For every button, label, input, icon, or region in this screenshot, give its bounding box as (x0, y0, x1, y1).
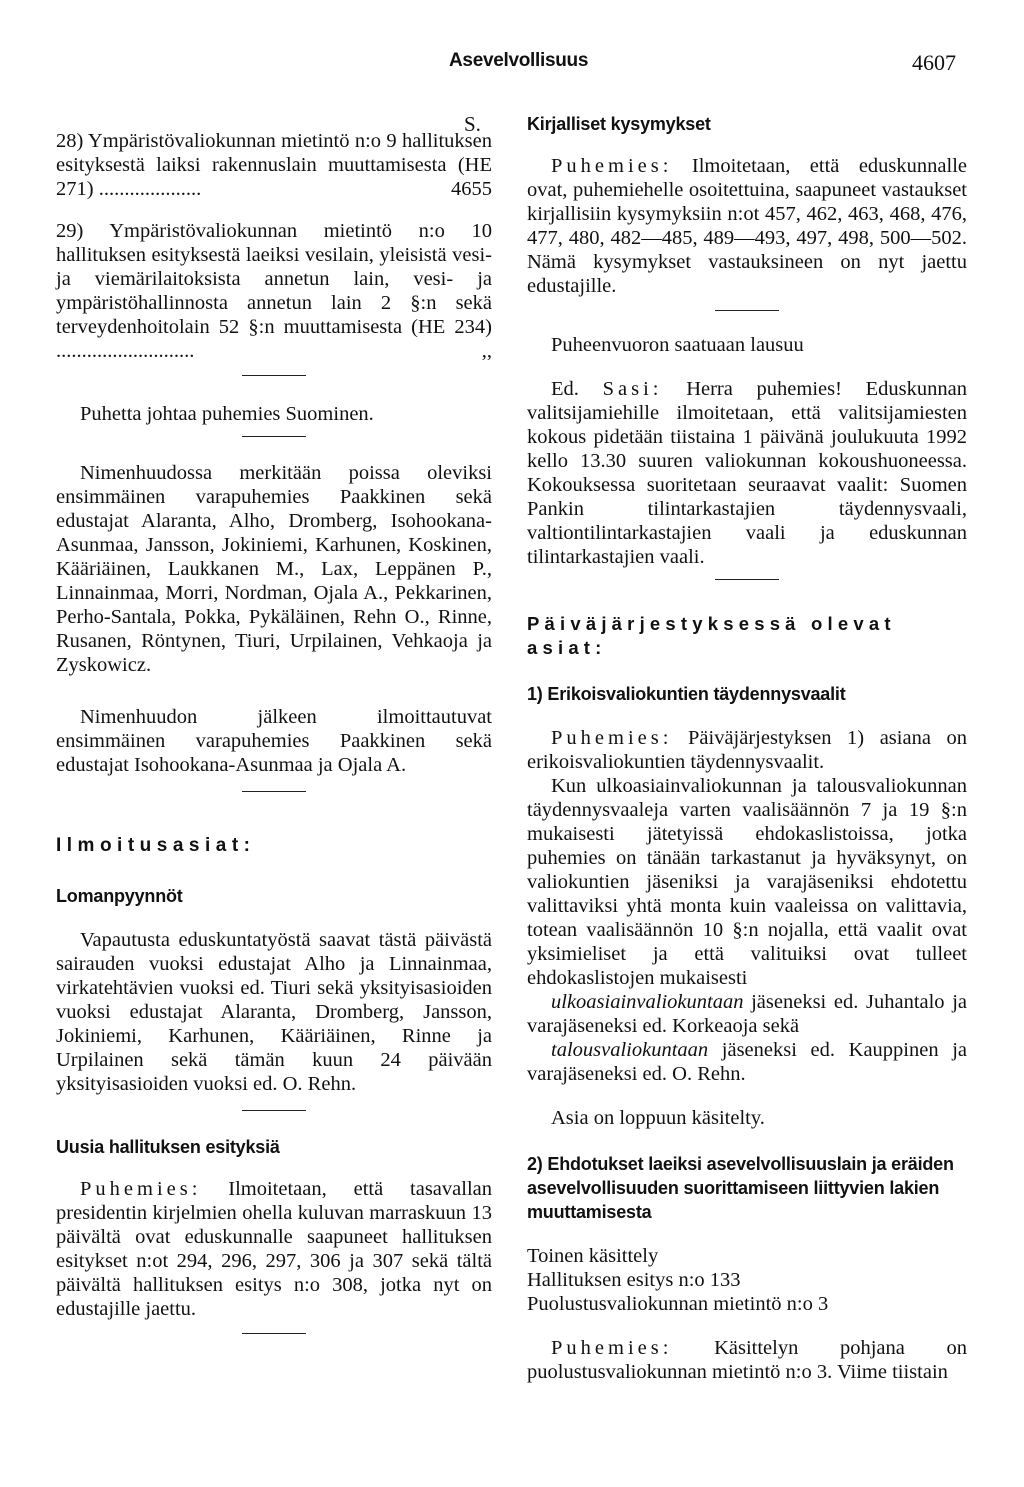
toc-entry: 28) Ympäristövaliokunnan mietintö n:o 9 hallituksen esityksestä laiksi rakennuslain muuttamisesta (HE 271) .................... 4655 (56, 130, 492, 200)
toc-entry-text: 28) Ympäristövaliokunnan mietintö n:o 9 hallituksen esityksestä laiksi rakennuslain muuttamisesta (HE 271) (56, 130, 492, 200)
item1-text-member: jäseneksi ed. Kauppinen ja varajäseneksi ed. O. Rehn. (527, 1039, 967, 1085)
left-column (56, 112, 492, 1348)
running-header-title: Asevelvollisuus (449, 50, 589, 71)
item1-text-intro: Päiväjärjestyksen 1) asiana on erikoisvaliokuntien täydennysvaalit. (527, 727, 967, 773)
page-column-marker: S. (464, 112, 481, 136)
speaker-label: Sasi: (602, 378, 663, 400)
item1-text-member: jäseneksi ed. Juhantalo ja varajäseneksi ed. Korkeaoja sekä (527, 991, 967, 1037)
speaker-prefix: Ed. (551, 378, 603, 400)
toc-entry-page: 4655 (451, 178, 492, 200)
written-questions-heading: Kirjalliset kysymykset (527, 114, 711, 134)
leave-heading: Lomanpyynnöt (56, 886, 183, 906)
gov-proposals-text: Ilmoitetaan, että tasavallan presidentin kirjelmien ohella kuluvan marraskuun 13 päivältä ovat eduskunnalle saapuneet hallituksen esitykset n:ot 294, 296, 297, 306 ja 307 sekä tältä päivältä hallituksen esitys n:o 308, jotka nyt on edustajille jaettu. (56, 1178, 492, 1320)
divider (242, 1110, 306, 1111)
committee-name: talousvaliokuntaan (551, 1039, 709, 1061)
leave-text: Vapautusta eduskuntatyöstä saavat tästä päivästä sairauden vuoksi edustajat Alho ja Linnainmaa, virkatehtävien vuoksi ed. Tiuri sekä yksityisasioiden vuoksi edustajat Alaranta, Dromberg, Jansson, Jokiniemi, Karhunen, Kääriäinen, Rinne ja Urpilainen sekä tämän kuun 24 päivään yksityisasioiden vuoksi ed. O. Rehn. (56, 929, 492, 1095)
divider (242, 375, 306, 376)
agenda-heading: Päiväjärjestyksessä olevat asiat: (527, 613, 896, 658)
speaker-label: Puhemies: (551, 155, 673, 177)
divider (715, 310, 779, 311)
committee-name: ulkoasiainvaliokuntaan (551, 991, 744, 1013)
divider (715, 579, 779, 580)
item2-text: Käsittelyn pohjana on puolustusvaliokunnan mietintö n:o 3. Viime tiistain (527, 1337, 967, 1383)
speaker-label: Puhemies: (80, 1178, 202, 1200)
divider (242, 436, 306, 437)
item2-heading: 2) Ehdotukset laeiksi asevelvollisuuslain ja eräiden asevelvollisuuden suorittamiseen liittyvien lakien muuttamisesta (527, 1154, 954, 1222)
item1-heading: 1) Erikoisvaliokuntien täydennysvaalit (527, 684, 846, 704)
divider (242, 1333, 306, 1334)
announcements-heading: Ilmoitusasiat: (56, 835, 256, 856)
item2-line: Puolustusvaliokunnan mietintö n:o 3 (527, 1293, 829, 1315)
item1-text-body: Kun ulkoasiainvaliokunnan ja talousvaliokunnan täydennysvaaleja varten vaalisäännön 7 ja 19 §:n mukaisesti jätetyissä ehdokaslistoissa, jotka puhemies on tänään tarkastanut ja hyväksynyt, on valiokuntien jäseniksi ja varajäseniksi ehdotettu valittaviksi yhtä monta kuin vaaleissa on valittavia, totean vaalisäännön 10 §:n nojalla, että vaalit ovat yksimieliset ja että valituiksi ovat tulleet ehdokaslistojen mukaisesti (527, 775, 967, 989)
divider (242, 791, 306, 792)
speaker-label: Puhemies: (551, 727, 673, 749)
item1-closed: Asia on loppuun käsitelty. (551, 1107, 765, 1129)
chair-text: Puhetta johtaa puhemies Suominen. (80, 403, 374, 425)
page-number: 4607 (912, 50, 956, 75)
sasi-statement-text: Herra puhemies! Eduskunnan valitsijamiehille ilmoitetaan, että valitsijamiesten kokous pidetään tiistaina 1 päivänä joulukuuta 1992 kello 13.30 suuren valiokunnan kokoushuoneessa. Kokouksessa suoritetaan seuraavat vaalit: Suomen Pankin tilintarkastajien täydennysvaali, valtiontilintarkastajien vaali ja eduskunnan tilintarkastajien vaali. (527, 378, 967, 568)
item2-line: Hallituksen esitys n:o 133 (527, 1269, 741, 1291)
item2-line: Toinen käsittely (527, 1245, 659, 1267)
rollcall-after: Nimenhuudon jälkeen ilmoittautuvat ensimmäinen varapuhemies Paakkinen sekä edustajat Isohookana-Asunmaa ja Ojala A. (56, 706, 492, 776)
speaker-label: Puhemies: (551, 1337, 673, 1359)
toc-entry-text: 29) Ympäristövaliokunnan mietintö n:o 10 hallituksen esityksestä laeiksi vesilain, yleisistä vesi- ja viemärilaitoksista annetun lain, vesi- ja ympäristöhallinnosta annetun lain 2 §:n sekä terveydenhoitolain 52 §:n muuttamisesta (HE 234) (56, 220, 492, 338)
statement-heading: Puheenvuoron saatuaan lausuu (551, 334, 804, 356)
written-questions-text: Ilmoitetaan, että eduskunnalle ovat, puhemiehelle osoitettuina, saapuneet vastaukset kirjallisiin kysymyksiin n:ot 457, 462, 463, 468, 476, 477, 480, 482—485, 489—493, 497, 498, 500—502. Nämä kysymykset vastauksineen on nyt jaettu edustajille. (527, 155, 967, 297)
gov-proposals-heading: Uusia hallituksen esityksiä (56, 1137, 280, 1157)
rollcall-absent: Nimenhuudossa merkitään poissa oleviksi ensimmäinen varapuhemies Paakkinen sekä edustajat Alaranta, Alho, Dromberg, Isohookana-Asunmaa, Jansson, Jokiniemi, Karhunen, Koskinen, Kääriäinen, Laukkanen M., Lax, Leppänen P., Linnainmaa, Morri, Nordman, Ojala A., Pekkarinen, Perho-Santala, Pokka, Pykäläinen, Rehn O., Rinne, Rusanen, Röntynen, Tiuri, Urpilainen, Vehkaoja ja Zyskowicz. (56, 462, 492, 676)
right-column (527, 112, 967, 1384)
toc-entry-page: ,, (481, 340, 492, 362)
toc-entry: 29) Ympäristövaliokunnan mietintö n:o 10 hallituksen esityksestä laeiksi vesilain, yleisistä vesi- ja viemärilaitoksista annetun lain, vesi- ja ympäristöhallinnosta annetun lain 2 §:n sekä terveydenhoitolain 52 §:n muuttamisesta (HE 234) ........................... ,, (56, 220, 492, 362)
